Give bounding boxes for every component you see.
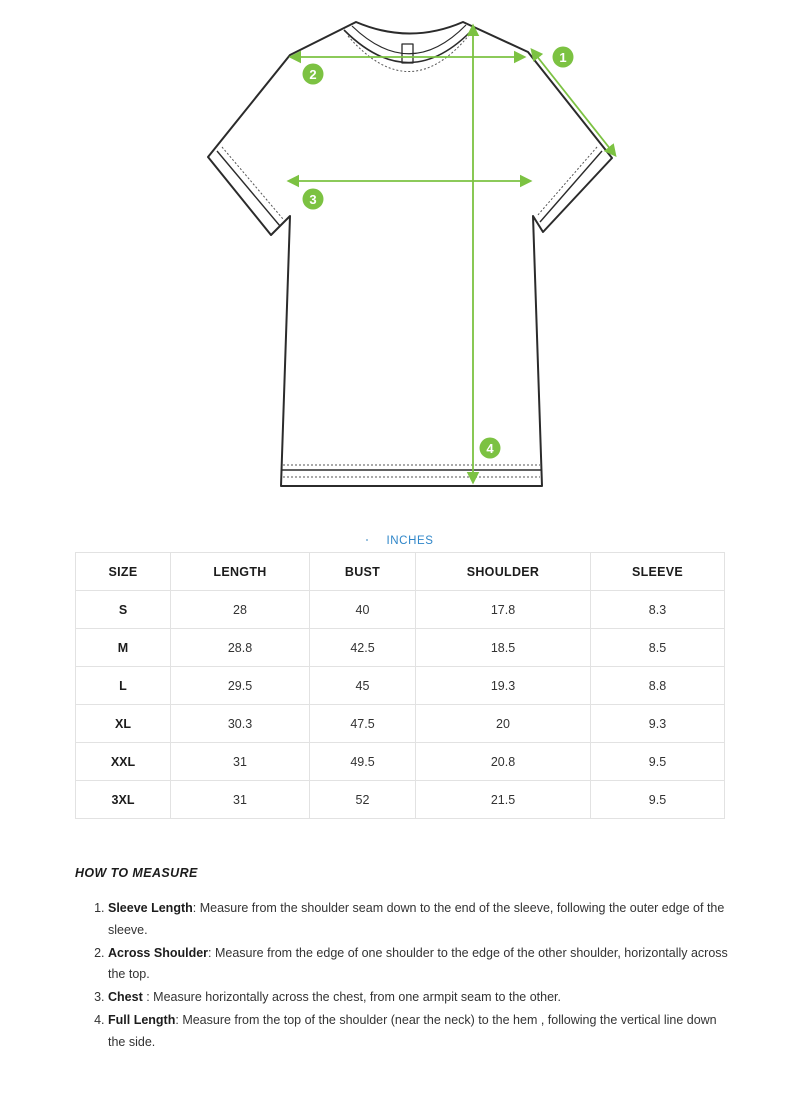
unit-label: INCHES (386, 535, 434, 547)
step-separator: : (208, 945, 215, 960)
size-cell: 3XL (76, 781, 171, 819)
bust-cell: 42.5 (310, 629, 416, 667)
size-cell: XL (76, 705, 171, 743)
column-header-sleeve: SLEEVE (591, 553, 725, 591)
shoulder-cell: 21.5 (416, 781, 591, 819)
step-separator: : (175, 1013, 183, 1027)
step-text: Measure horizontally across the chest, from one armpit seam to the other. (153, 990, 561, 1004)
length-cell: 31 (171, 781, 310, 819)
step-term: Sleeve Length (108, 901, 193, 915)
sleeve-cell: 9.3 (591, 705, 725, 743)
marker-badge-1 (553, 47, 574, 68)
size-cell: L (76, 667, 171, 705)
sleeve-cell: 8.3 (591, 591, 725, 629)
size-cell: S (76, 591, 171, 629)
shoulder-cell: 19.3 (416, 667, 591, 705)
bust-cell: 45 (310, 667, 416, 705)
marker-badge-4 (480, 438, 501, 459)
column-header-length: LENGTH (171, 553, 310, 591)
svg-text:1: 1 (559, 50, 567, 65)
list-item (108, 987, 728, 1009)
size-chart-table (75, 552, 725, 819)
table-row (76, 781, 725, 819)
tshirt-diagram (0, 0, 800, 500)
sleeve-cell: 9.5 (591, 743, 725, 781)
table-row (76, 743, 725, 781)
unit-caption (0, 531, 800, 549)
svg-text:3: 3 (309, 192, 317, 207)
step-separator: : (142, 990, 154, 1004)
sleeve-cell: 8.8 (591, 667, 725, 705)
stitching (222, 34, 597, 477)
step-text: Measure from the edge of one shoulder to the edge of the other shoulder, horizontally across the top. (108, 945, 728, 981)
measure-steps-list (93, 898, 728, 1055)
shoulder-cell: 18.5 (416, 629, 591, 667)
list-item (108, 898, 728, 941)
marker-badge-3 (303, 189, 324, 210)
size-cell: XXL (76, 743, 171, 781)
length-cell: 29.5 (171, 667, 310, 705)
column-header-size: SIZE (76, 553, 171, 591)
length-cell: 30.3 (171, 705, 310, 743)
table-header-row (76, 553, 725, 591)
bust-cell: 49.5 (310, 743, 416, 781)
how-to-measure-heading: HOW TO MEASURE (75, 866, 198, 880)
sleeve-line (532, 50, 615, 155)
sleeve-cell: 8.5 (591, 629, 725, 667)
caption-dot (366, 539, 368, 541)
shoulder-cell: 20.8 (416, 743, 591, 781)
shoulder-cell: 17.8 (416, 591, 591, 629)
table-row (76, 629, 725, 667)
length-cell: 28 (171, 591, 310, 629)
list-item (108, 1010, 728, 1053)
svg-text:4: 4 (486, 441, 494, 456)
list-item (108, 943, 728, 986)
step-text: Measure from the shoulder seam down to the end of the sleeve, following the outer edge of the sleeve. (108, 901, 725, 937)
shoulder-cell: 20 (416, 705, 591, 743)
step-term: Full Length (108, 1013, 176, 1027)
sleeve-cell: 9.5 (591, 781, 725, 819)
step-text: Measure from the top of the shoulder (near the neck) to the hem , following the vertical line down the side. (108, 1013, 717, 1049)
table-row (76, 705, 725, 743)
measurement-lines (289, 26, 615, 482)
tshirt-outline (208, 22, 612, 486)
column-header-shoulder: SHOULDER (416, 553, 591, 591)
step-term: Chest (108, 990, 143, 1004)
table-row (76, 667, 725, 705)
marker-badge-2 (303, 64, 324, 85)
length-cell: 31 (171, 743, 310, 781)
svg-text:2: 2 (309, 67, 317, 82)
length-cell: 28.8 (171, 629, 310, 667)
table-row (76, 591, 725, 629)
bust-cell: 40 (310, 591, 416, 629)
step-separator: : (192, 901, 200, 915)
size-cell: M (76, 629, 171, 667)
bust-cell: 52 (310, 781, 416, 819)
step-term: Across Shoulder (108, 945, 209, 960)
bust-cell: 47.5 (310, 705, 416, 743)
column-header-bust: BUST (310, 553, 416, 591)
